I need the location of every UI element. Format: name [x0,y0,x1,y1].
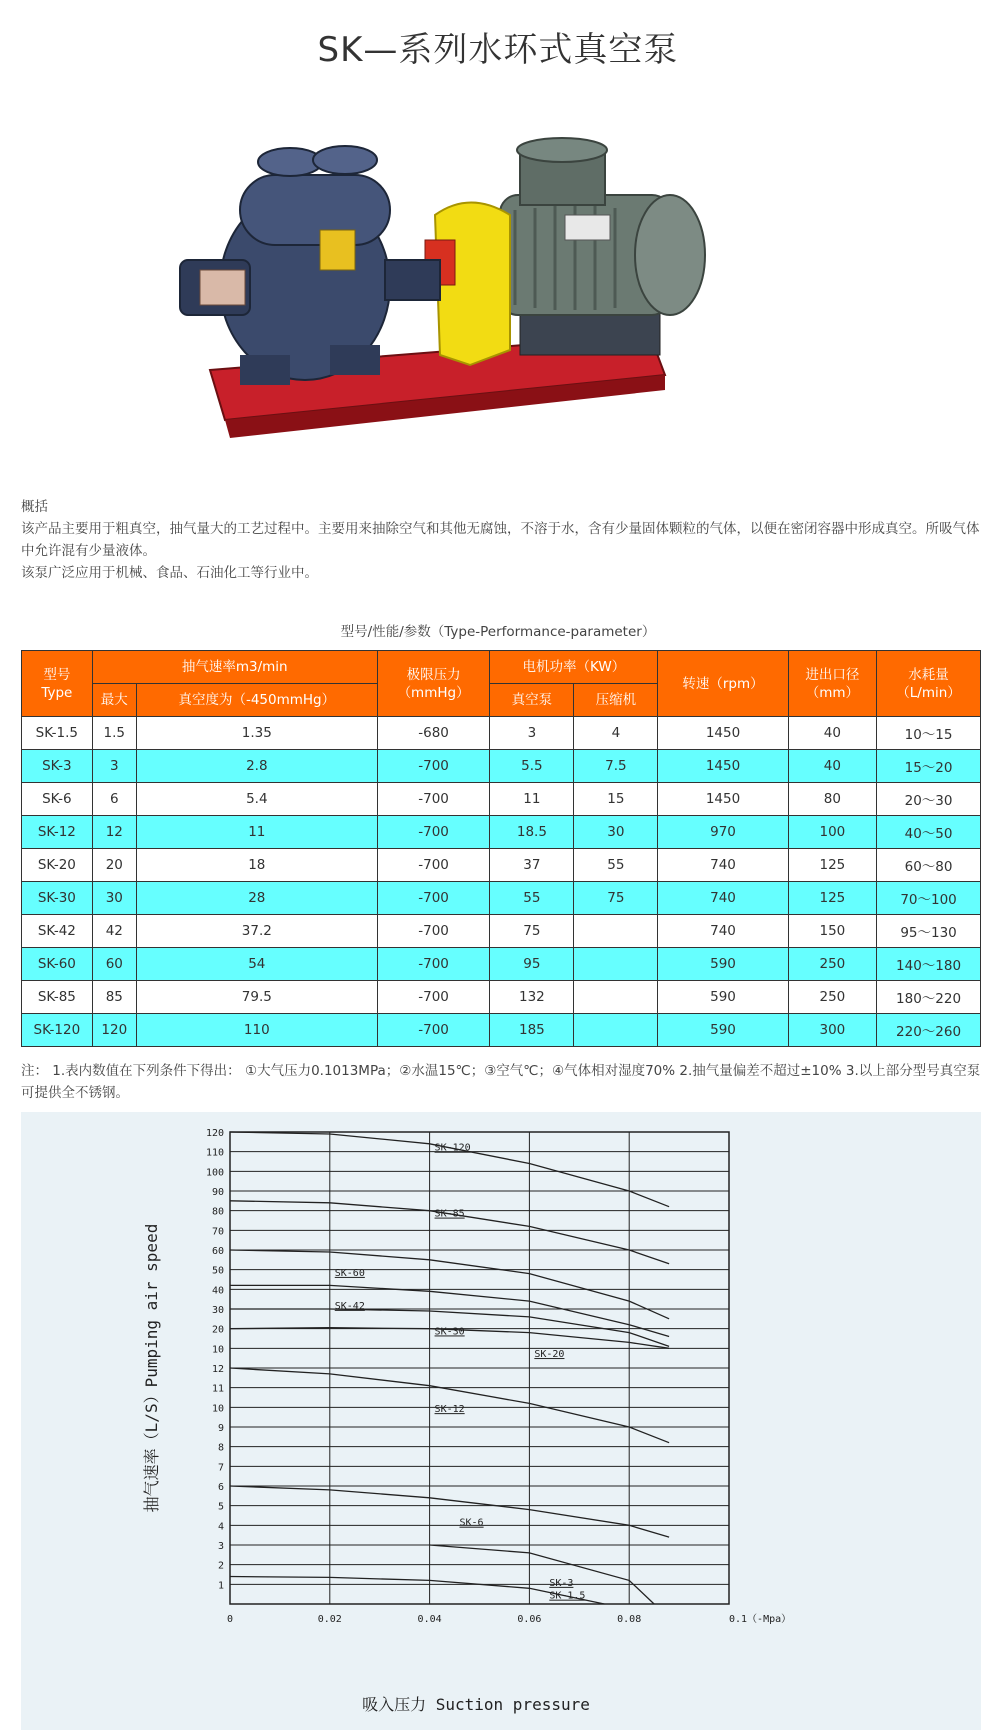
table-cell: 120 [92,1014,136,1047]
table-cell: 30 [92,882,136,915]
table-cell: 250 [788,948,876,981]
y-tick-label: 60 [211,1246,224,1257]
y-axis-label: 抽气速率（L/S）Pumping air speed [142,1223,161,1513]
table-cell: -700 [377,1014,490,1047]
table-cell: 125 [788,849,876,882]
table-cell: 5.4 [136,783,377,816]
header-rpm: 转速（rpm） [658,651,788,717]
table-cell: 590 [658,948,788,981]
y-tick-label: 11 [211,1383,224,1395]
table-cell: 1450 [658,717,788,750]
table-cell: 2.8 [136,750,377,783]
table-cell: SK-6 [22,783,93,816]
y-tick-label: 10 [211,1344,224,1356]
table-cell: 180～220 [877,981,981,1014]
table-cell: 30 [574,816,658,849]
table-cell: 11 [490,783,574,816]
table-cell: 1450 [658,750,788,783]
table-cell: 185 [490,1014,574,1047]
table-cell: 15～20 [877,750,981,783]
table-cell: SK-42 [22,915,93,948]
table-cell: 75 [574,882,658,915]
table-cell: 20～30 [877,783,981,816]
series-label: SK-20 [534,1349,565,1361]
table-row [22,750,981,783]
table-cell: 15 [574,783,658,816]
table-cell: 40 [788,717,876,750]
table-note: 注： 1.表内数值在下列条件下得出： ①大气压力0.1013MPa；②水温15℃；③空气℃；④气体相对湿度70% 2.抽气量偏差不超过±10% 3.以上部分型号真空泵可提供全不锈钢。 [21,1063,981,1101]
y-tick-label: 120 [205,1128,224,1139]
series-label: SK-12 [434,1404,465,1416]
page-title: SK—系列水环式真空泵 [317,30,679,70]
table-cell: 18.5 [490,816,574,849]
y-tick-label: 20 [211,1324,224,1336]
y-tick-label: 6 [217,1482,224,1493]
table-cell: -700 [377,783,490,816]
table-cell: 100 [788,816,876,849]
table-cell: -700 [377,948,490,981]
table-cell: 140～180 [877,948,981,981]
series-label: SK-1.5 [549,1590,586,1602]
y-tick-label: 10 [211,1403,224,1415]
table-cell: 37.2 [136,915,377,948]
x-tick-label: 0.04 [417,1614,442,1625]
table-cell: SK-1.5 [22,717,93,750]
table-cell: -700 [377,816,490,849]
table-cell: 6 [92,783,136,816]
table-cell: SK-30 [22,882,93,915]
table-cell: 28 [136,882,377,915]
y-tick-label: 100 [205,1167,224,1179]
table-cell: 125 [788,882,876,915]
overview-text: 该产品主要用于粗真空，抽气量大的工艺过程中。主要用来抽除空气和其他无腐蚀，不溶于水，含有少量固体颗粒的气体，以便在密闭容器中形成真空。所吸气体中允许混有少量液体。 [21,521,980,559]
series-label: SK-60 [334,1267,365,1279]
table-row [22,717,981,750]
table-cell: 110 [136,1014,377,1047]
table-cell [574,981,658,1014]
series-label: SK-6 [459,1517,484,1529]
table-cell: -700 [377,915,490,948]
table-row [22,948,981,981]
table-row [22,981,981,1014]
x-tick-label: 0.1（-Mpa） [729,1614,792,1625]
table-cell: 3 [490,717,574,750]
header-port: 进出口径 （mm） [788,651,876,717]
table-cell: 95 [490,948,574,981]
y-tick-label: 70 [211,1226,224,1238]
table-caption: 型号/性能/参数（Type-Performance-parameter） [340,624,656,640]
table-row [22,882,981,915]
series-line [230,1486,669,1537]
performance-chart [21,1112,981,1730]
header-motor-pump: 真空泵 [490,684,574,717]
table-cell: SK-20 [22,849,93,882]
table-cell: -700 [377,882,490,915]
table-cell: 12 [92,816,136,849]
table-cell: 18 [136,849,377,882]
table-row [22,915,981,948]
series-label: SK-30 [434,1326,465,1338]
series-label: SK-120 [434,1142,471,1154]
table-cell: -700 [377,981,490,1014]
header-model: 型号 Type [22,651,93,717]
x-tick-label: 0.02 [317,1614,342,1625]
table-cell: 55 [574,849,658,882]
table-cell: -680 [377,717,490,750]
header-motor-comp: 压缩机 [574,684,658,717]
table-cell: 40 [788,750,876,783]
x-axis-label: 吸入压力 Suction pressure [362,1695,590,1714]
table-cell: 70～100 [877,882,981,915]
table-cell: 740 [658,882,788,915]
table-cell: 590 [658,1014,788,1047]
table-cell: 37 [490,849,574,882]
table-cell: 20 [92,849,136,882]
x-tick-label: 0 [226,1614,234,1625]
header-speed-max: 最大 [92,684,136,717]
y-tick-label: 40 [211,1285,224,1297]
series-label: SK-85 [434,1208,465,1220]
y-tick-label: 90 [211,1187,224,1198]
series-label: SK-42 [334,1300,365,1312]
series-label: SK-3 [549,1577,574,1589]
y-tick-label: 8 [217,1442,224,1454]
y-tick-label: 30 [211,1305,224,1316]
table-cell: SK-120 [22,1014,93,1047]
table-cell: 60～80 [877,849,981,882]
overview-section [21,496,981,584]
y-tick-label: 50 [211,1265,224,1277]
x-tick-label: 0.08 [617,1614,642,1625]
y-tick-label: 3 [217,1541,224,1552]
table-cell: SK-3 [22,750,93,783]
table-cell: 40～50 [877,816,981,849]
header-limit-pressure: 极限压力 （mmHg） [377,651,490,717]
y-tick-label: 9 [217,1423,224,1434]
y-tick-label: 12 [211,1364,224,1375]
header-speed: 抽气速率m3/min [92,651,377,684]
table-row [22,816,981,849]
table-cell: 1.35 [136,717,377,750]
y-tick-label: 4 [217,1521,224,1533]
header-speed-vac: 真空度为（-450mmHg） [136,684,377,717]
series-line [230,1577,604,1605]
table-cell: SK-12 [22,816,93,849]
y-tick-label: 7 [217,1462,224,1474]
table-cell: 85 [92,981,136,1014]
table-cell: 740 [658,915,788,948]
table-cell: 590 [658,981,788,1014]
y-tick-label: 110 [205,1147,224,1159]
overview-heading: 概括 [21,499,48,515]
table-cell: 11 [136,816,377,849]
table-cell: 300 [788,1014,876,1047]
table-cell: SK-85 [22,981,93,1014]
table-cell: 4 [574,717,658,750]
table-cell: 7.5 [574,750,658,783]
table-cell: 1.5 [92,717,136,750]
table-cell: 150 [788,915,876,948]
table-cell: 10～15 [877,717,981,750]
table-cell: 1450 [658,783,788,816]
table-cell: SK-60 [22,948,93,981]
table-cell: 132 [490,981,574,1014]
table-row [22,783,981,816]
table-cell: -700 [377,750,490,783]
table-cell: 970 [658,816,788,849]
overview-industries: 该泵广泛应用于机械、食品、石油化工等行业中。 [21,565,318,581]
table-cell: 5.5 [490,750,574,783]
table-cell [574,915,658,948]
table-cell: 95～130 [877,915,981,948]
table-cell: -700 [377,849,490,882]
header-water: 水耗量 （L/min） [877,651,981,717]
table-cell: 60 [92,948,136,981]
y-tick-label: 80 [211,1206,224,1218]
table-cell: 250 [788,981,876,1014]
table-row [22,1014,981,1047]
series-line [430,1545,654,1604]
table-cell: 220～260 [877,1014,981,1047]
pump-product-image [170,120,820,480]
table-cell [574,948,658,981]
table-cell: 740 [658,849,788,882]
y-tick-label: 2 [217,1560,224,1572]
table-cell: 80 [788,783,876,816]
table-cell: 3 [92,750,136,783]
spec-table [21,650,981,1047]
header-motor-power: 电机功率（KW） [490,651,658,684]
table-cell: 79.5 [136,981,377,1014]
table-cell: 42 [92,915,136,948]
table-row [22,849,981,882]
table-cell: 75 [490,915,574,948]
y-tick-label: 5 [217,1501,224,1513]
y-tick-label: 1 [217,1580,224,1592]
x-tick-label: 0.06 [517,1614,542,1625]
table-cell: 55 [490,882,574,915]
table-cell: 54 [136,948,377,981]
table-cell [574,1014,658,1047]
